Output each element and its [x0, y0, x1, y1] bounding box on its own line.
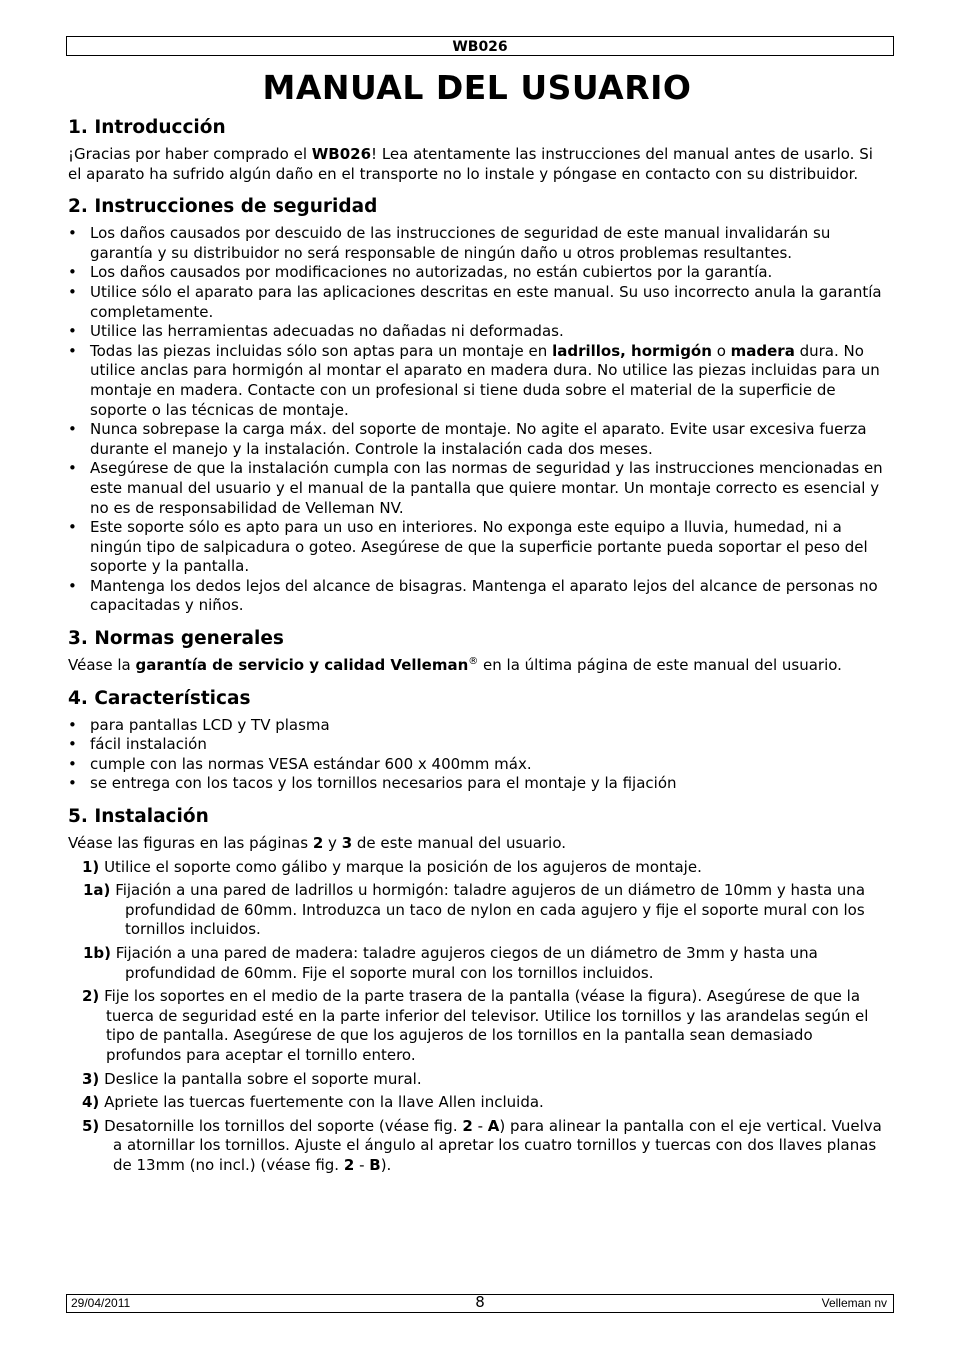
section-install [68, 804, 890, 1176]
list-item: • Mantenga los dedos lejos del alcance de bisagras. Mantenga el aparato lejos del alcance de personas no capacitadas y niños. [68, 577, 890, 616]
install-step: 5) Desatornille los tornillos del soporte (véase fig. 2 - A) para alinear la pantalla con el eje vertical. Vuelva a atornillar los tornillos. Ajuste el ángulo al apretar los cuatro tornillos y tuercas con dos llaves planas de 13mm (no incl.) (véase fig. 2 - B). [82, 1116, 882, 1174]
list-item: • Los daños causados por modificaciones no autorizadas, no están cubiertos por la garantía. [68, 263, 890, 283]
page-number: 8 [475, 1293, 485, 1311]
list-item: • Este soporte sólo es apto para un uso en interiores. No exponga este equipo a lluvia, humedad, ni a ningún tipo de salpicadura o goteo. Asegúrese de que la superficie portante pueda soportar el peso del soporte y la pantalla. [68, 518, 890, 577]
section-safety [68, 194, 890, 616]
footer-date: 29/04/2011 [71, 1296, 131, 1310]
page-footer [66, 1294, 894, 1313]
features-list [68, 716, 890, 794]
section-heading-safety: 2. Instrucciones de seguridad [68, 196, 378, 218]
list-item: • Los daños causados por descuido de las instrucciones de seguridad de este manual invalidarán su garantía y su distribuidor no será responsable de ningún daño u otros problemas resultantes. [68, 224, 890, 263]
manual-content [68, 115, 890, 1176]
install-step: 1a) Fijación a una pared de ladrillos u hormigón: taladre agujeros de un diámetro de 10mm y hasta una profundidad de 60mm. Introduzca un taco de nylon en cada agujero y fije el soporte mural con los tornillos incluidos. [83, 881, 866, 939]
list-item: • Nunca sobrepase la carga máx. del soporte de montaje. No agite el aparato. Evite usar excesiva fuerza durante el manejo y la instalación. Controle la instalación cada dos meses. [68, 420, 890, 459]
install-intro: Véase las figuras en las páginas 2 y 3 de este manual del usuario. [68, 834, 566, 853]
list-item: • se entrega con los tacos y los tornillos necesarios para el montaje y la fijación [68, 774, 890, 794]
install-steps [68, 858, 890, 1176]
list-item: • Asegúrese de que la instalación cumpla con las normas de seguridad y las instrucciones mencionadas en este manual del usuario y el manual de la pantalla que quiere montar. Un montaje correcto es esencial y no es de responsabilidad de Velleman NV. [68, 459, 890, 518]
section-heading-general: 3. Normas generales [68, 628, 284, 650]
safety-list [68, 224, 890, 616]
list-item: • Utilice sólo el aparato para las aplicaciones descritas en este manual. Su uso incorrecto anula la garantía completamente. [68, 283, 890, 322]
list-item: • fácil instalación [68, 735, 890, 755]
footer-brand: Velleman nv [821, 1296, 887, 1310]
section-features [68, 686, 890, 794]
list-item: • para pantallas LCD y TV plasma [68, 716, 890, 736]
section-heading-install: 5. Instalación [68, 806, 209, 828]
section-heading-intro: 1. Introducción [68, 117, 226, 138]
page-title: MANUAL DEL USUARIO [262, 68, 692, 107]
install-step: 2) Fije los soportes en el medio de la parte trasera de la pantalla (véase la figura). Asegúrese de que la tuerca de seguridad esté en la parte inferior del televisor. Utilice los tornillos y las arandelas según el tipo de pantalla. Asegúrese de que los agujeros de los tornillos en la pantalla sean demasiado profundos para aceptar el tornillo entero. [82, 987, 869, 1064]
install-step: 4) Apriete las tuercas fuertemente con la llave Allen incluida. [82, 1093, 544, 1112]
general-paragraph: Véase la garantía de servicio y calidad Velleman® en la última página de este manual del usuario. [68, 656, 842, 675]
section-heading-features: 4. Características [68, 687, 251, 709]
header-model: WB026 [452, 39, 508, 55]
page-header [66, 36, 894, 56]
install-step: 1) Utilice el soporte como gálibo y marque la posición de los agujeros de montaje. [82, 857, 702, 876]
intro-paragraph: ¡Gracias por haber comprado el WB026! Lea atentamente las instrucciones del manual antes de usarlo. Si el aparato ha sufrido algún daño en el transporte no lo instale y póngase en contacto con su distribuidor. [68, 145, 873, 183]
list-item: • Todas las piezas incluidas sólo son aptas para un montaje en ladrillos, hormigón o madera dura. No utilice anclas para hormigón al montar el aparato en madera dura. No utilice las piezas incluidas para un montaje en madera. Contacte con un profesional si tiene duda sobre el material de la superficie de soporte o las técnicas de montaje. [68, 342, 890, 420]
install-step: 1b) Fijación a una pared de madera: taladre agujeros ciegos de un diámetro de 3mm y hasta una profundidad de 60mm. Fije el soporte mural con los tornillos incluidos. [83, 944, 818, 982]
install-step: 3) Deslice la pantalla sobre el soporte mural. [82, 1069, 422, 1088]
list-item: • cumple con las normas VESA estándar 600 x 400mm máx. [68, 755, 890, 775]
section-general [68, 626, 890, 676]
list-item: • Utilice las herramientas adecuadas no dañadas ni deformadas. [68, 322, 890, 342]
